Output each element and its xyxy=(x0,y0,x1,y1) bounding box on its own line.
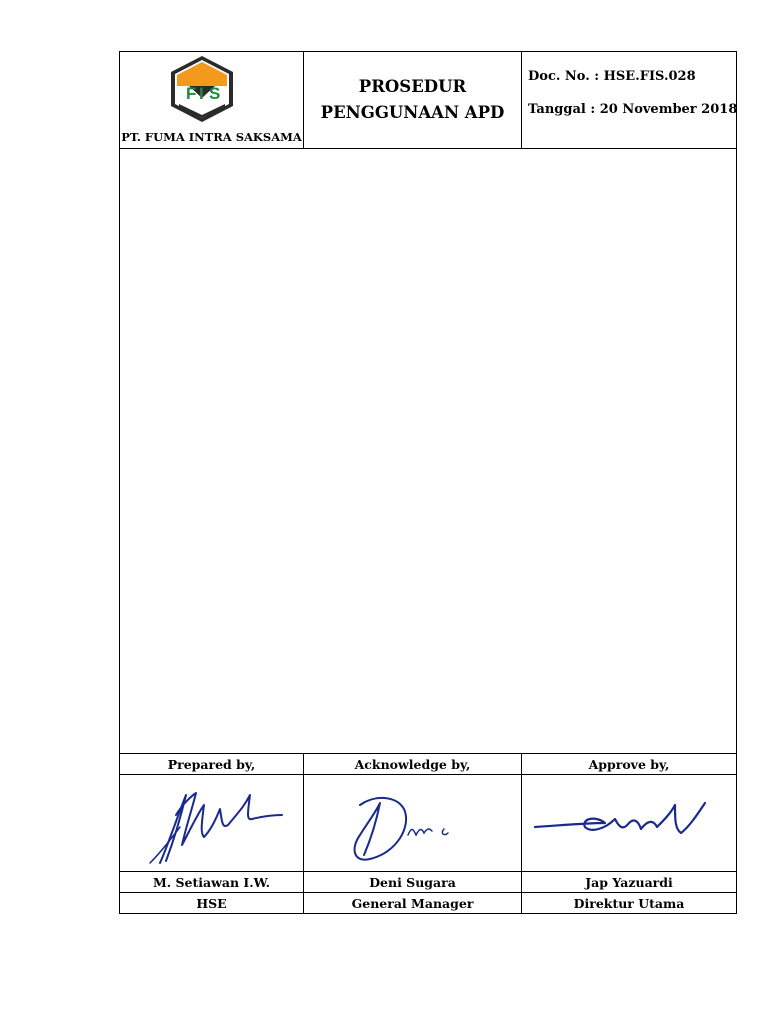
title-line-2: PENGGUNAAN APD xyxy=(320,103,505,122)
signature-cell-approve xyxy=(522,775,737,872)
approver-role-row xyxy=(120,893,737,914)
body-row xyxy=(120,149,737,754)
signature-approve xyxy=(522,775,736,871)
document-title xyxy=(304,52,522,149)
prepared-by-name: M. Setiawan I.W. xyxy=(120,872,304,893)
company-cell xyxy=(120,52,304,149)
prepared-by-role: HSE xyxy=(120,893,304,914)
content-area xyxy=(120,149,737,754)
acknowledge-by-name: Deni Sugara xyxy=(304,872,522,893)
procedure-form xyxy=(119,51,737,914)
approval-label-row xyxy=(120,754,737,775)
prepared-by-label: Prepared by, xyxy=(120,754,304,775)
signature-cell-prepared xyxy=(120,775,304,872)
signature-prepared xyxy=(120,775,303,871)
logo-letter-s: S xyxy=(209,84,221,103)
approve-by-label: Approve by, xyxy=(522,754,737,775)
title-line-1: PROSEDUR xyxy=(358,77,467,96)
approver-name-row xyxy=(120,872,737,893)
doc-number: Doc. No. : HSE.FIS.028 xyxy=(528,69,696,84)
signature-acknowledge xyxy=(304,775,521,871)
header-row xyxy=(120,52,737,149)
document-page xyxy=(119,51,738,915)
logo-letter-i: I xyxy=(199,84,204,103)
acknowledge-by-role: General Manager xyxy=(304,893,522,914)
doc-date: Tanggal : 20 November 2018 xyxy=(528,102,738,117)
logo-letter-f: F xyxy=(186,84,197,103)
approve-by-name: Jap Yazuardi xyxy=(522,872,737,893)
acknowledge-by-label: Acknowledge by, xyxy=(304,754,522,775)
company-name: PT. FUMA INTRA SAKSAMA xyxy=(121,130,302,144)
document-info xyxy=(522,52,737,149)
company-logo xyxy=(167,54,237,124)
signature-row xyxy=(120,775,737,872)
signature-cell-acknowledge xyxy=(304,775,522,872)
approve-by-role: Direktur Utama xyxy=(522,893,737,914)
